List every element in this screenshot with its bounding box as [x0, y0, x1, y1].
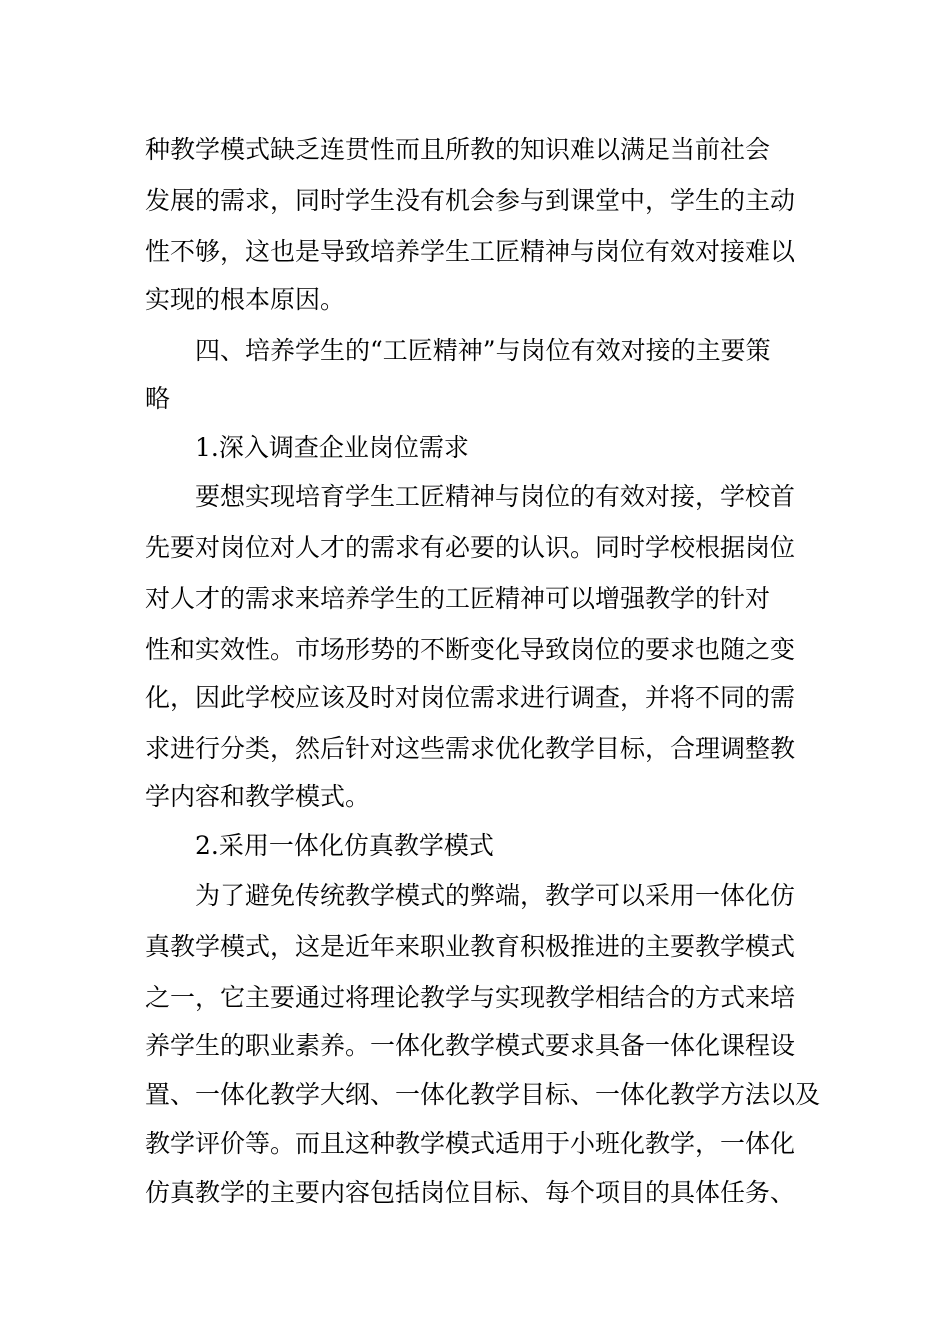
body-text-line: 性和实效性。市场形势的不断变化导致岗位的要求也随之变: [145, 635, 796, 664]
body-text-line: 先要对岗位对人才的需求有必要的认识。同时学校根据岗位: [145, 533, 796, 562]
body-text-line: 教学评价等。而且这种教学模式适用于小班化教学，一体化: [145, 1129, 796, 1158]
body-text-line: 性不够，这也是导致培养学生工匠精神与岗位有效对接难以: [145, 237, 796, 266]
subsection-heading: 2.采用一体化仿真教学模式: [195, 831, 494, 860]
body-text-line: 真教学模式，这是近年来职业教育积极推进的主要教学模式: [145, 932, 796, 961]
body-text-line: 化，因此学校应该及时对岗位需求进行调查，并将不同的需: [145, 683, 796, 712]
body-text-line: 养学生的职业素养。一体化教学模式要求具备一体化课程设: [145, 1031, 796, 1060]
section-heading-line: 略: [145, 384, 171, 413]
body-text-line: 实现的根本原因。: [145, 285, 346, 314]
body-text-line: 要想实现培育学生工匠精神与岗位的有效对接，学校首: [195, 482, 796, 511]
subsection-heading: 1.深入调查企业岗位需求: [195, 433, 469, 462]
body-text-line: 种教学模式缺乏连贯性而且所教的知识难以满足当前社会: [145, 135, 771, 164]
body-text-line: 之一，它主要通过将理论教学与实现教学相结合的方式来培: [145, 983, 796, 1012]
body-text-line: 学内容和教学模式。: [145, 782, 371, 811]
section-heading-line: 四、培养学生的“工匠精神”与岗位有效对接的主要策: [195, 336, 771, 365]
body-text-line: 求进行分类，然后针对这些需求优化教学目标，合理调整教: [145, 734, 796, 763]
body-text-line: 仿真教学的主要内容包括岗位目标、每个项目的具体任务、: [145, 1178, 796, 1207]
body-text-line: 为了避免传统教学模式的弊端，教学可以采用一体化仿: [195, 881, 796, 910]
body-text-line: 对人才的需求来培养学生的工匠精神可以增强教学的针对: [145, 584, 771, 613]
body-text-line: 置、一体化教学大纲、一体化教学目标、一体化教学方法以及: [145, 1080, 821, 1109]
body-text-line: 发展的需求，同时学生没有机会参与到课堂中，学生的主动: [145, 186, 796, 215]
